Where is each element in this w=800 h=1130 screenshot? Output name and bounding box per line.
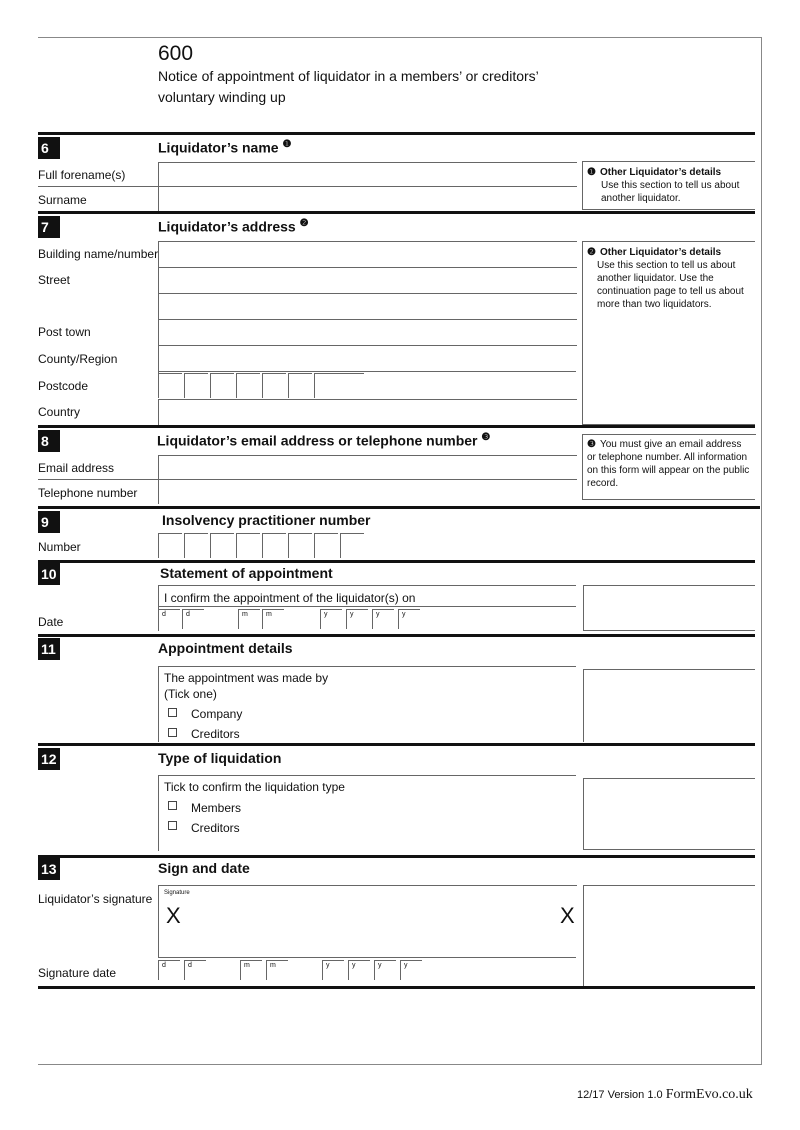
note-2-icon: ❷ (587, 247, 596, 258)
signature-field[interactable] (158, 885, 577, 958)
section-7-rule (38, 211, 755, 214)
forename-label: Full forename(s) (38, 168, 126, 182)
signature-date-label: Signature date (38, 966, 117, 980)
section-6-title (158, 139, 291, 156)
section-13-side-box (583, 885, 755, 986)
sig-date-day-1[interactable]: d (158, 960, 180, 980)
sig-date-year-4[interactable]: y (400, 960, 422, 980)
appointment-date-label: Date (38, 615, 64, 629)
page-right-border (761, 37, 762, 1065)
phone-field[interactable] (158, 479, 577, 504)
date-day-1[interactable]: d (158, 609, 180, 629)
section-6-number: 6 (38, 137, 60, 159)
section-13-number: 13 (38, 858, 60, 880)
footer-brand: FormEvo.co.uk (665, 1087, 753, 1102)
note-3-box (582, 434, 755, 500)
postcode-cell[interactable] (158, 373, 182, 398)
surname-label: Surname (38, 193, 87, 207)
sig-date-year-3[interactable]: y (374, 960, 396, 980)
email-field[interactable] (158, 455, 577, 480)
page-top-border (38, 37, 762, 38)
section-10-rule (38, 560, 755, 563)
section-7-number: 7 (38, 216, 60, 238)
ip-number-cell[interactable] (262, 533, 286, 558)
appointment-hint: (Tick one) (164, 687, 217, 701)
date-year-4[interactable]: y (398, 609, 420, 629)
note-2-marker: ❷ (299, 218, 309, 229)
section-12-side-box (583, 778, 755, 850)
footer-version: 12/17 Version 1.0 (577, 1089, 663, 1101)
section-13-title: Sign and date (158, 860, 250, 876)
date-month-2[interactable]: m (262, 609, 284, 629)
page-bottom-border (38, 1064, 762, 1065)
postcode-cell[interactable] (184, 373, 208, 398)
company-option-label: Company (191, 707, 243, 721)
postcode-cell[interactable] (210, 373, 234, 398)
section-12-number: 12 (38, 748, 60, 770)
note-2-body: Use this section to tell us about another liquidator. Use the continuation page to tell us about more than two liquidators. (597, 260, 744, 310)
postcode-cell[interactable] (236, 373, 260, 398)
ip-number-cell[interactable] (314, 533, 338, 558)
town-label: Post town (38, 325, 91, 339)
country-field[interactable] (158, 399, 577, 426)
note-3-marker: ❸ (481, 432, 491, 443)
appointment-box-left (158, 666, 159, 742)
note-2-box (582, 241, 755, 425)
ip-number-cell[interactable] (236, 533, 260, 558)
date-month-1[interactable]: m (238, 609, 260, 629)
section-9-number: 9 (38, 511, 60, 533)
section-12-title: Type of liquidation (158, 750, 282, 766)
county-field[interactable] (158, 345, 577, 372)
section-11-rule (38, 634, 755, 637)
section-6-rule (38, 132, 755, 135)
statement-mid-rule (158, 606, 576, 607)
sig-date-day-2[interactable]: d (184, 960, 206, 980)
creditors-option-label: Creditors (191, 727, 240, 741)
signature-label: Liquidator’s signature (38, 892, 153, 906)
street-field-1[interactable] (158, 267, 577, 294)
note-1-marker: ❶ (282, 139, 292, 150)
section-11-title: Appointment details (158, 640, 293, 656)
section-10-number: 10 (38, 563, 60, 585)
postcode-cell[interactable] (262, 373, 286, 398)
ip-number-cell[interactable] (184, 533, 208, 558)
members-checkbox[interactable] (168, 801, 177, 810)
email-label: Email address (38, 461, 115, 475)
section-10-side-box (583, 585, 755, 631)
phone-label: Telephone number (38, 486, 138, 500)
members-option-label: Members (191, 801, 242, 815)
section-9-title: Insolvency practitioner number (162, 512, 371, 528)
ip-number-cell[interactable] (158, 533, 182, 558)
section-8-title (157, 432, 490, 449)
creditors-liq-checkbox[interactable] (168, 821, 177, 830)
section-8-title-text: Liquidator’s email address or telephone number (157, 432, 478, 449)
section-8-number: 8 (38, 430, 60, 452)
date-day-2[interactable]: d (182, 609, 204, 629)
section-8-rule (38, 425, 755, 428)
form-number: 600 (158, 42, 194, 65)
note-3-body: You must give an email address or telephone number. All information on this form will appear on the public record. (587, 439, 750, 489)
signature-end-mark: X (560, 903, 575, 928)
sig-date-month-2[interactable]: m (266, 960, 288, 980)
form-title: Notice of appointment of liquidator in a members’ or creditors’ voluntary winding up (158, 68, 539, 105)
surname-field[interactable] (158, 186, 577, 211)
building-field[interactable] (158, 241, 577, 268)
company-checkbox[interactable] (168, 708, 177, 717)
building-label: Building name/number (38, 247, 159, 261)
section-6-title-text: Liquidator’s name (158, 139, 279, 156)
signature-box-bottom (158, 957, 576, 958)
creditors-checkbox[interactable] (168, 728, 177, 737)
county-label: County/Region (38, 352, 118, 366)
postcode-label: Postcode (38, 379, 89, 393)
statement-top-rule (158, 585, 576, 586)
section-13-bottom-rule (38, 986, 755, 989)
postcode-cell[interactable] (288, 373, 312, 398)
note-2-heading: Other Liquidator’s details (599, 247, 722, 258)
footer (577, 1087, 753, 1103)
liquidation-box-top (158, 775, 576, 776)
street-label: Street (38, 273, 71, 287)
creditors-liq-option-label: Creditors (191, 821, 240, 835)
section-7-title (158, 218, 309, 235)
postcode-cell[interactable] (314, 373, 338, 398)
ip-number-label: Number (38, 540, 81, 554)
appointment-intro: The appointment was made by (164, 671, 329, 685)
town-field[interactable] (158, 319, 577, 346)
section-11-side-box (583, 669, 755, 742)
sig-date-year-1[interactable]: y (322, 960, 344, 980)
note-1-heading: Other Liquidator’s details (599, 167, 722, 178)
note-1-icon: ❶ (587, 167, 596, 178)
liquidation-intro: Tick to confirm the liquidation type (164, 780, 345, 794)
sig-date-year-2[interactable]: y (348, 960, 370, 980)
date-year-1[interactable]: y (320, 609, 342, 629)
signature-caption: Signature (164, 890, 190, 896)
street-field-2[interactable] (158, 293, 577, 320)
note-3-top-rule (583, 434, 756, 435)
ip-number-cell[interactable] (210, 533, 234, 558)
section-11-number: 11 (38, 638, 60, 660)
ip-number-cell[interactable] (340, 533, 364, 558)
ip-number-cell[interactable] (288, 533, 312, 558)
section-13-rule (38, 855, 755, 858)
sig-date-month-1[interactable]: m (240, 960, 262, 980)
postcode-top-rule (158, 371, 576, 372)
country-label: Country (38, 405, 81, 419)
forename-field[interactable] (158, 162, 577, 187)
section-12-rule (38, 743, 755, 746)
liquidation-box-left (158, 775, 159, 851)
section-9-rule (38, 506, 760, 509)
section-10-title: Statement of appointment (160, 565, 333, 581)
date-year-3[interactable]: y (372, 609, 394, 629)
note-1-body: Use this section to tell us about another liquidator. (601, 180, 740, 204)
section-7-title-text: Liquidator’s address (158, 218, 296, 235)
appointment-box-top (158, 666, 576, 667)
statement-confirm-text: I confirm the appointment of the liquidator(s) on (164, 591, 416, 605)
postcode-cell-top (314, 373, 364, 374)
signature-start-mark: X (166, 903, 181, 928)
note-3-icon: ❸ (587, 439, 596, 450)
date-year-2[interactable]: y (346, 609, 368, 629)
note-1-box (582, 161, 755, 210)
